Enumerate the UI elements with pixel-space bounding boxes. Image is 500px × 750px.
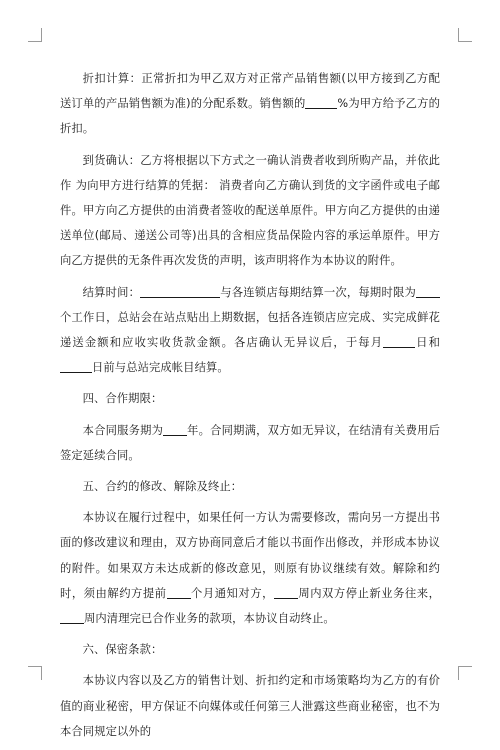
fill-in-blank	[163, 423, 187, 435]
text-segment: 到货确认：乙方将根据以下方式之一确认消费者收到所购产品，并依此作 为向甲方进行结算的凭据： 消费者向乙方确认到货的文字函件或电子邮件。甲方向乙方提供的由消费者签收的配送单原件。甲方向乙方提供的由递送单位(邮局、递送公司等)出具的含相应货品保险内容的承运单原件。甲方向乙方提供的无条件再次发货的声明，该声明将作为本协议的附件。	[60, 153, 440, 268]
text-segment: 周内清理完已合作业务的款项，本协议自动终止。	[84, 612, 335, 626]
fill-in-blank	[140, 285, 220, 297]
paragraph-discount-calc	[60, 66, 440, 142]
text-segment: 本协议内容以及乙方的销售计划、折扣约定和市场策略均为乙方的有价值的商业秘密，甲方保证不向媒体或任何第三人泄露这些商业秘密，也不为本合同规定以外的	[60, 674, 440, 738]
paragraph-confidentiality	[60, 668, 440, 744]
text-segment: 五、合约的修改、解除及终止：	[82, 480, 243, 494]
paragraph-delivery-confirm	[60, 148, 440, 274]
fill-in-blank	[305, 97, 337, 109]
text-segment: 结算时间：	[82, 285, 141, 299]
paragraph-service-term	[60, 418, 440, 468]
section-heading	[60, 637, 440, 662]
text-segment: 日和	[415, 336, 440, 350]
text-segment: 个工作日，总站会在站点贴出上期数据，包括各连锁店应完成、实完成鲜花递送金额和应收实收货款金额。各店确认无异议后，于每月	[60, 310, 440, 350]
text-segment: 日前与总站完成帐目结算。	[92, 361, 229, 375]
crop-mark-top-right	[458, 28, 472, 42]
crop-mark-bottom-right	[458, 666, 472, 680]
text-segment: 四、合作期限：	[82, 392, 163, 406]
fill-in-blank	[416, 285, 440, 297]
text-segment: 年。合同期满，双方如无异议，在结清有关费用后签定延续合同。	[60, 423, 441, 462]
fill-in-blank	[60, 612, 84, 624]
crop-mark-bottom-left	[28, 666, 42, 680]
document-body	[60, 66, 440, 750]
text-segment: 本合同服务期为	[82, 423, 164, 437]
fill-in-blank	[383, 336, 415, 348]
text-segment: 周内双方停止新业务往来，	[297, 586, 441, 600]
paragraph-modification	[60, 505, 440, 631]
text-segment: 个月通知对方，	[190, 586, 274, 600]
section-heading	[60, 386, 440, 411]
text-segment: %为甲方给予乙方的折扣。	[60, 97, 441, 136]
section-heading	[60, 474, 440, 499]
text-segment: 折扣计算：正常折扣为甲乙双方对正常产品销售额(以甲方接到乙方配送订单的产品销售额为准)的分配系数。销售额的	[60, 72, 440, 111]
fill-in-blank	[167, 587, 191, 599]
crop-mark-top-left	[28, 28, 42, 42]
text-segment: 六、保密条款：	[82, 643, 163, 657]
text-segment: 本协议在履行过程中，如果任何一方认为需要修改，需向另一方提出书面的修改建议和理由，双方协商同意后才能以书面作出修改，并形成本协议的附件。如果双方未达成新的修改意见，则原有协议继续有效。解除和约时，须由解约方提前	[60, 511, 440, 600]
text-segment: 与各连锁店每期结算一次，每期时限为	[220, 285, 416, 299]
fill-in-blank	[274, 587, 298, 599]
paragraph-settlement-time	[60, 280, 440, 381]
fill-in-blank	[60, 361, 92, 373]
